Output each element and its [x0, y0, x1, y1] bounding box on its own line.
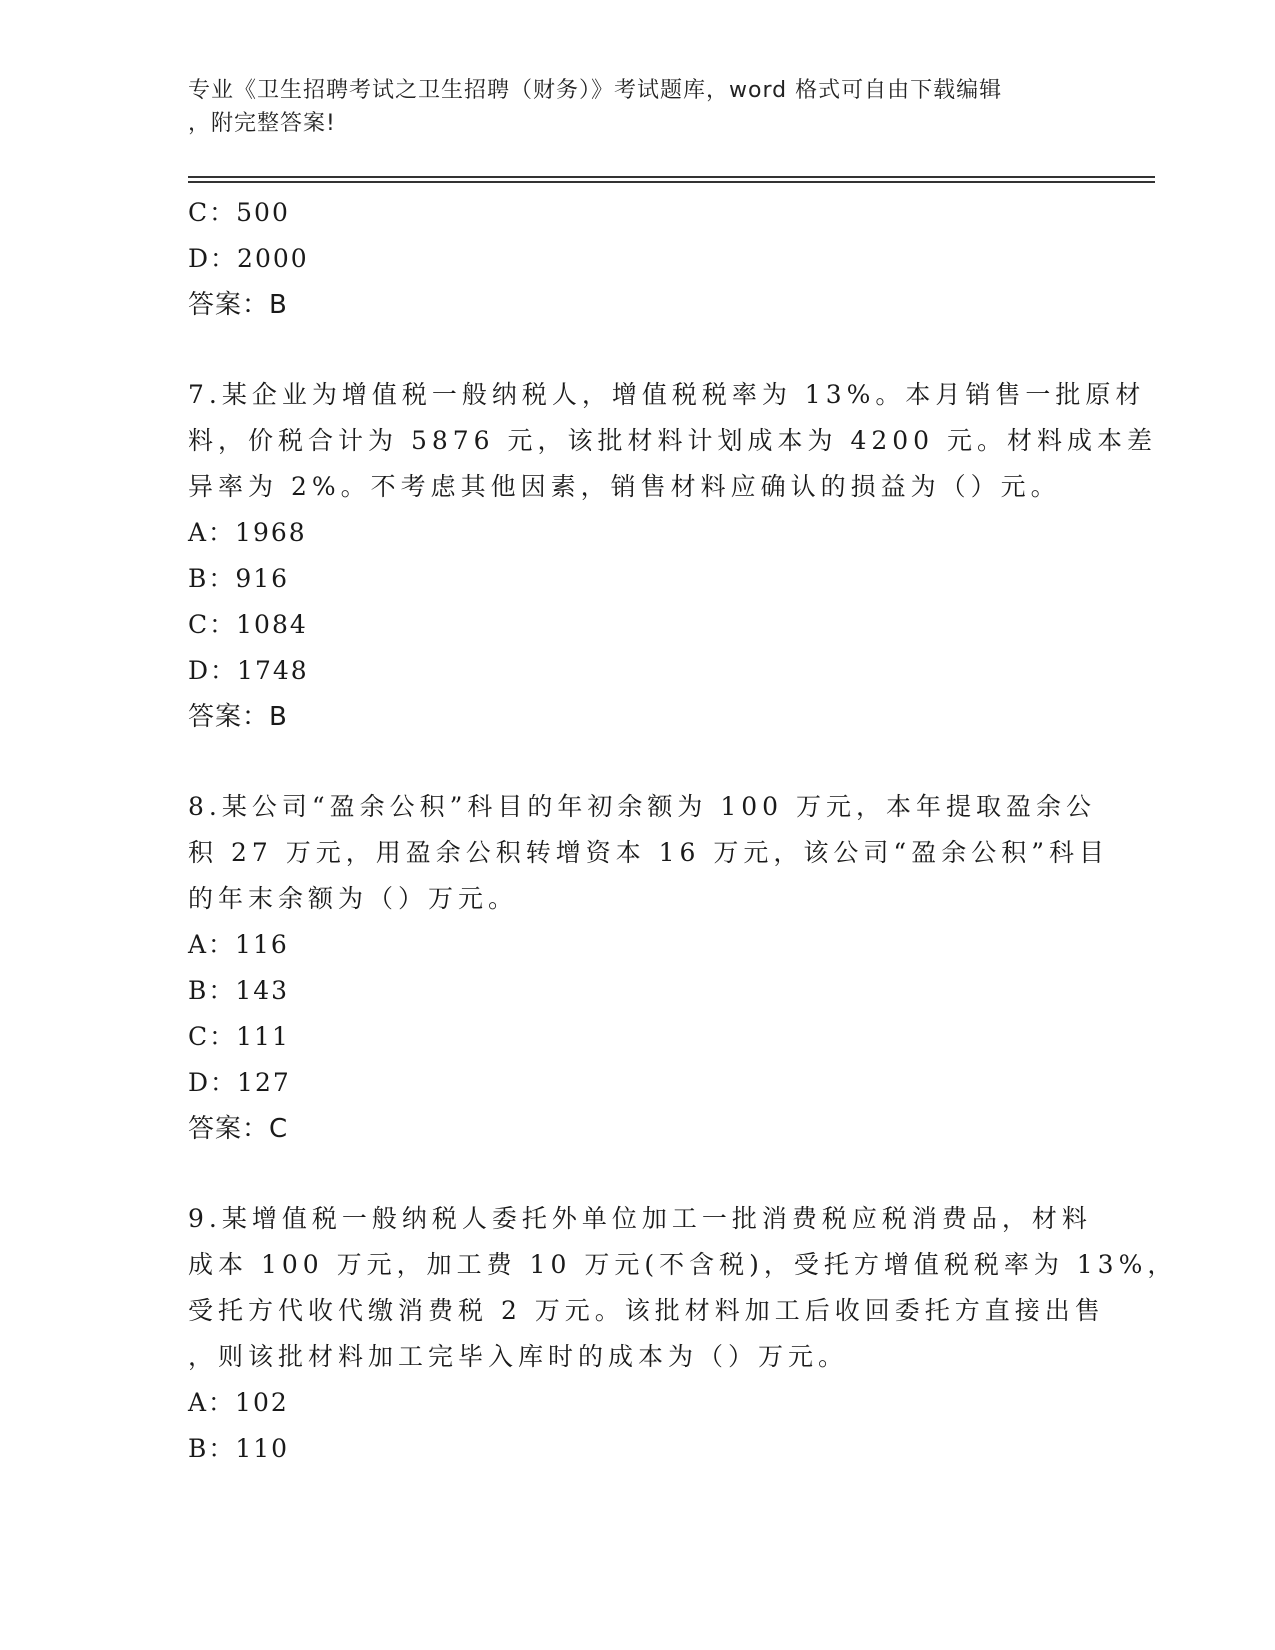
option-b: B：916 [188, 564, 290, 593]
question-stem-line: 积 27 万元，用盈余公积转增资本 16 万元，该公司“盈余公积”科目 [188, 838, 1109, 867]
question-8 [188, 784, 1109, 1152]
question-stem-line: 8.某公司“盈余公积”科目的年初余额为 100 万元，本年提取盈余公 [188, 792, 1097, 821]
option-c: C：111 [188, 1022, 290, 1051]
option-a: A：116 [188, 930, 289, 959]
question-stem-line: 的年末余额为（）万元。 [188, 884, 519, 913]
option-c: C：500 [188, 198, 290, 227]
option-b: B：110 [188, 1434, 290, 1463]
header-divider-bottom [188, 181, 1155, 183]
question-9 [188, 1196, 1178, 1472]
answer-line: 答案：B [188, 290, 288, 320]
header-line-1: 专业《卫生招聘考试之卫生招聘（财务）》考试题库，word 格式可自由下载编辑 [188, 78, 1003, 103]
document-header [188, 74, 1068, 140]
option-c: C：1084 [188, 610, 308, 639]
option-b: B：143 [188, 976, 290, 1005]
question-stem-line: 受托方代收代缴消费税 2 万元。该批材料加工后收回委托方直接出售 [188, 1296, 1105, 1325]
question-7 [188, 372, 1158, 740]
option-d: D：127 [188, 1068, 291, 1097]
answer-line: 答案：C [188, 1114, 289, 1144]
option-d: D：1748 [188, 656, 309, 685]
question-stem-line: 异率为 2%。不考虑其他因素，销售材料应确认的损益为（）元。 [188, 472, 1061, 501]
answer-line: 答案：B [188, 702, 288, 732]
option-a: A：102 [188, 1388, 289, 1417]
option-d: D：2000 [188, 244, 309, 273]
prev-question-tail [188, 190, 1088, 328]
option-a: A：1968 [188, 518, 307, 547]
question-stem-line: ，则该批材料加工完毕入库时的成本为（）万元。 [188, 1342, 849, 1371]
question-stem-line: 成本 100 万元，加工费 10 万元(不含税)，受托方增值税税率为 13%， [188, 1250, 1178, 1279]
header-line-2: ，附完整答案! [188, 111, 336, 136]
question-stem-line: 9.某增值税一般纳税人委托外单位加工一批消费税应税消费品，材料 [188, 1204, 1092, 1233]
question-stem-line: 7.某企业为增值税一般纳税人，增值税税率为 13%。本月销售一批原材 [188, 380, 1146, 409]
question-stem-line: 料，价税合计为 5876 元，该批材料计划成本为 4200 元。材料成本差 [188, 426, 1158, 455]
document-body [188, 190, 1178, 1472]
header-divider-top [188, 176, 1155, 178]
